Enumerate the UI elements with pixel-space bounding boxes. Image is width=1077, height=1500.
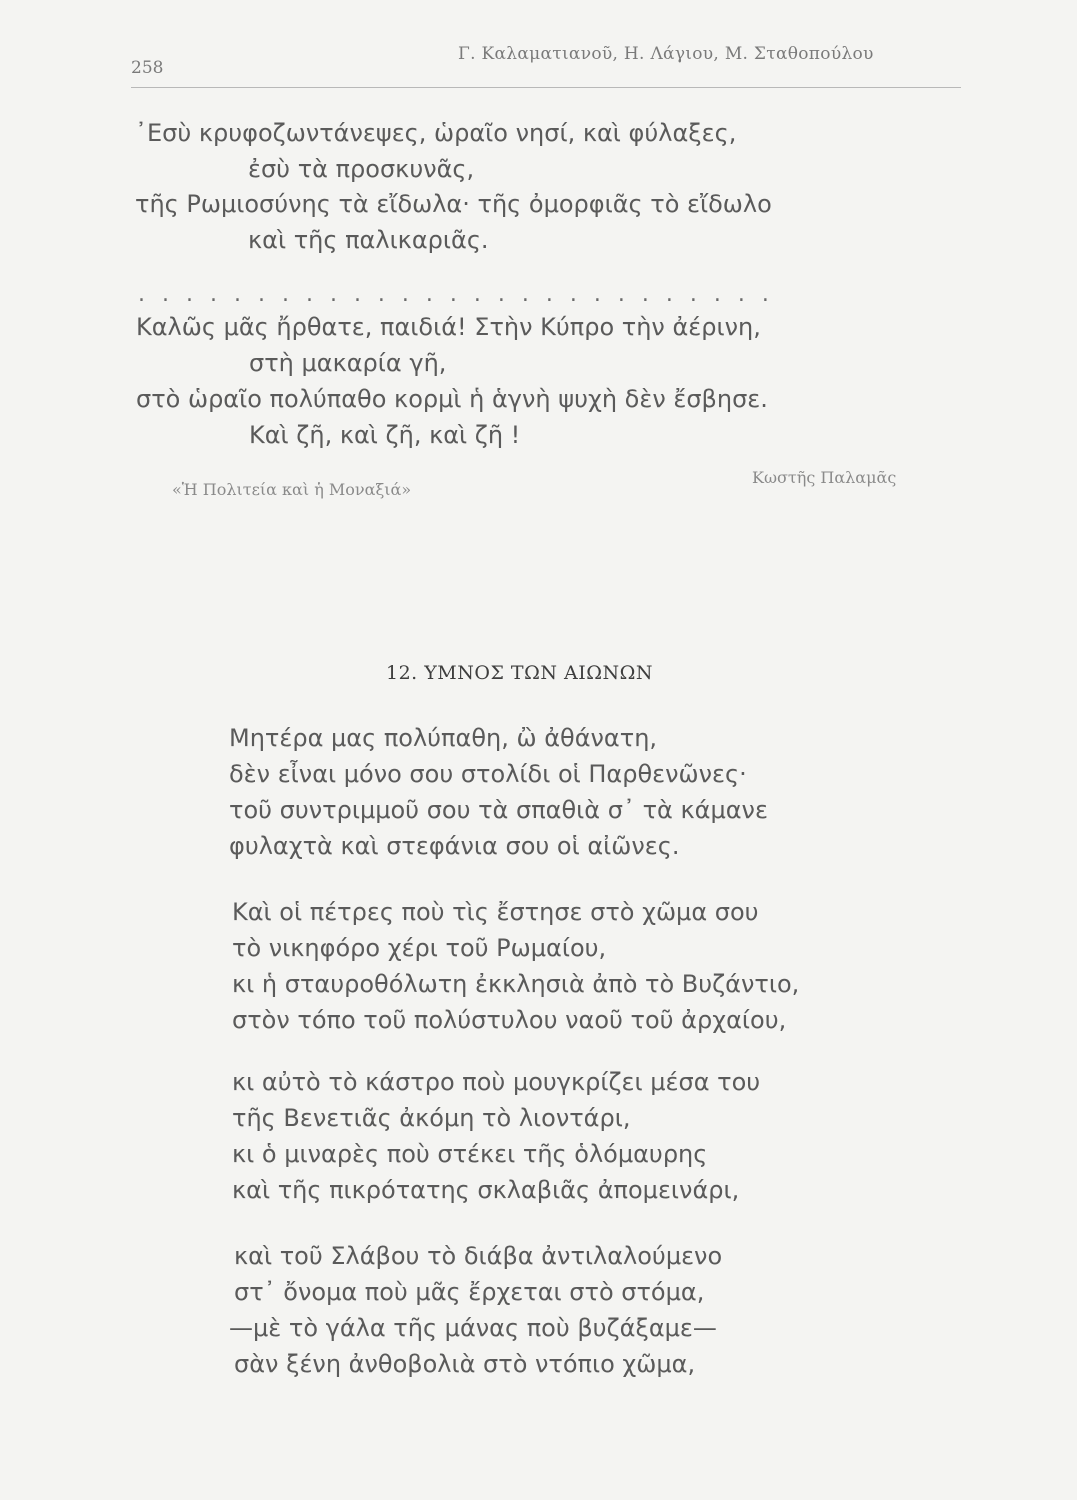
verse-line: στὸν τόπο τοῦ πολύστυλου ναοῦ τοῦ ἀρχαίου, bbox=[232, 1006, 787, 1034]
section-title: 12. ΥΜΝΟΣ ΤΩΝ ΑΙΩΝΩΝ bbox=[386, 662, 654, 684]
verse-line: Καὶ ζῆ, καὶ ζῆ, καὶ ζῆ ! bbox=[249, 421, 521, 449]
verse-line: δὲν εἶναι μόνο σου στολίδι οἱ Παρθενῶνες· bbox=[229, 760, 747, 788]
verse-line: τὸ νικηφόρο χέρι τοῦ Ρωμαίου, bbox=[232, 934, 607, 962]
running-title: Γ. Καλαματιανοῦ, Η. Λάγιου, Μ. Σταθοπούλου bbox=[458, 44, 874, 64]
verse-line: κι αὐτὸ τὸ κάστρο ποὺ μουγκρίζει μέσα του bbox=[232, 1068, 761, 1096]
verse-line: τῆς Ρωμιοσύνης τὰ εἴδωλα· τῆς ὀμορφιᾶς τὸ εἴδωλο bbox=[135, 190, 772, 218]
verse-line: στ᾿ ὄνομα ποὺ μᾶς ἔρχεται στὸ στόμα, bbox=[234, 1278, 705, 1306]
verse-line: κι ὁ μιναρὲς ποὺ στέκει τῆς ὁλόμαυρης bbox=[232, 1140, 708, 1168]
verse-line: σὰν ξένη ἀνθοβολιὰ στὸ ντόπιο χῶμα, bbox=[234, 1350, 696, 1378]
verse-line: ἐσὺ τὰ προσκυνᾶς, bbox=[248, 155, 475, 183]
verse-line: φυλαχτὰ καὶ στεφάνια σου οἱ αἰῶνες. bbox=[229, 832, 680, 860]
verse-line: ᾿Εσὺ κρυφοζωντάνεψες, ὡραῖο νησί, καὶ φύλαξες, bbox=[135, 119, 737, 147]
source-citation: «Ἡ Πολιτεία καὶ ἡ Μοναξιά» bbox=[172, 480, 412, 499]
verse-line: τῆς Βενετιᾶς ἀκόμη τὸ λιοντάρι, bbox=[232, 1104, 631, 1132]
header-rule bbox=[131, 87, 961, 88]
ellipsis-line: ........................... bbox=[138, 282, 786, 307]
verse-line: καὶ τοῦ Σλάβου τὸ διάβα ἀντιλαλούμενο bbox=[234, 1242, 723, 1270]
author-name: Κωστῆς Παλαμᾶς bbox=[752, 468, 897, 487]
verse-line: στὸ ὡραῖο πολύπαθο κορμὶ ἡ ἁγνὴ ψυχὴ δὲν ἔσβησε. bbox=[136, 385, 768, 413]
verse-line: κι ἡ σταυροθόλωτη ἐκκλησιὰ ἀπὸ τὸ Βυζάντιο, bbox=[232, 970, 800, 998]
page-number: 258 bbox=[131, 58, 164, 78]
verse-line: Καλῶς μᾶς ἤρθατε, παιδιά! Στὴν Κύπρο τὴν ἀέρινη, bbox=[136, 313, 761, 341]
verse-line: καὶ τῆς πικρότατης σκλαβιᾶς ἀπομεινάρι, bbox=[232, 1176, 740, 1204]
verse-line: τοῦ συντριμμοῦ σου τὰ σπαθιὰ σ᾿ τὰ κάμανε bbox=[229, 796, 768, 824]
verse-line: καὶ τῆς παλικαριᾶς. bbox=[248, 226, 489, 254]
verse-line: Καὶ οἱ πέτρες ποὺ τὶς ἔστησε στὸ χῶμα σου bbox=[232, 898, 759, 926]
verse-line: —μὲ τὸ γάλα τῆς μάνας ποὺ βυζάξαμε— bbox=[229, 1314, 717, 1342]
verse-line: Μητέρα μας πολύπαθη, ὢ ἀθάνατη, bbox=[229, 724, 658, 752]
verse-line: στὴ μακαρία γῆ, bbox=[249, 349, 447, 377]
